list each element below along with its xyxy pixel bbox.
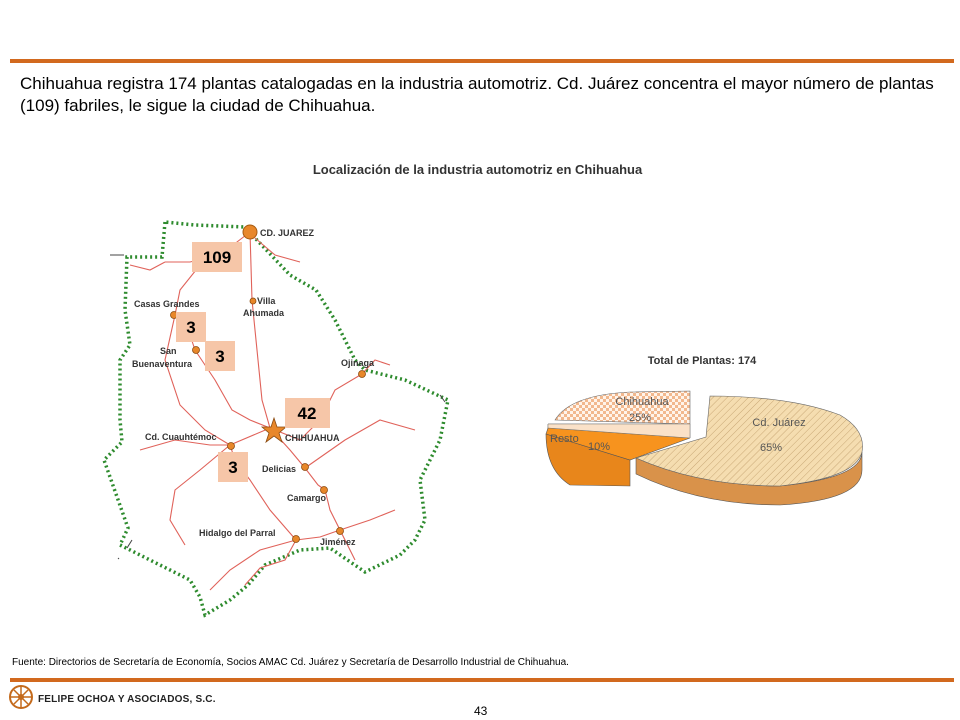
ojinaga-marker[interactable] <box>359 371 366 378</box>
casas-grandes-label: Casas Grandes <box>134 299 200 309</box>
pie-label-resto-pct: 10% <box>588 441 611 453</box>
san-buenaventura-marker[interactable] <box>193 347 200 354</box>
pie-label-resto-name: Resto <box>550 433 579 445</box>
page-number: 43 <box>474 704 488 718</box>
badge-san-buenaventura <box>205 341 235 371</box>
hidalgo-del-parral-label: Hidalgo del Parral <box>199 528 276 538</box>
capital-star-icon[interactable] <box>262 418 286 442</box>
badge-casas-grandes <box>176 312 206 342</box>
san-buenaventura-label-1: San <box>160 346 177 356</box>
cd-juarez-marker[interactable] <box>243 225 257 239</box>
map-title: Localización de la industria automotriz en Chihuahua <box>312 162 643 177</box>
san-buenaventura-label-2: Buenaventura <box>132 359 193 369</box>
badge-cd-cuauhtemoc <box>218 452 248 482</box>
badge-cd-juarez <box>192 242 242 272</box>
source-note: Fuente: Directorios de Secretaría de Economía, Socios AMAC Cd. Juárez y Secretaría de Desarrollo Industrial de Chihuahua. <box>12 657 569 668</box>
delicias-label: Delicias <box>262 464 297 474</box>
camargo-label: Camargo <box>287 493 327 503</box>
badge-chihuahua-value: 42 <box>297 404 317 423</box>
cd-cuauhtemoc-marker[interactable] <box>228 443 235 450</box>
intro-text: Chihuahua registra 174 plantas catalogadas en la industria automotriz. Cd. Juárez concentra el mayor número de plantas (109) fabriles, le sigue la ciudad de Chihuahua. <box>20 74 934 115</box>
pie-label-chihuahua-pct: 25% <box>628 412 652 424</box>
villa-ahumada-label-1: Villa <box>257 296 276 306</box>
firm-logo-icon <box>8 684 34 710</box>
badge-casas-grandes-value: 3 <box>186 318 196 337</box>
cd-cuauhtemoc-label: Cd. Cuauhtémoc <box>145 432 217 442</box>
pie-label-chihuahua-name: Chihuahua <box>615 396 669 408</box>
ojinaga-label: Ojinaga <box>341 358 375 368</box>
bottom-rule <box>10 678 954 682</box>
pie-label-cd-juarez-pct: 65% <box>759 442 783 454</box>
jimenez-label: Jiménez <box>320 537 356 547</box>
villa-ahumada-marker[interactable] <box>250 298 256 304</box>
hidalgo-del-parral-marker[interactable] <box>293 536 300 543</box>
pie-title: Total de Plantas: 174 <box>647 355 757 367</box>
delicias-marker[interactable] <box>302 464 309 471</box>
firm-name: FELIPE OCHOA Y ASOCIADOS, S.C. <box>38 694 216 705</box>
badge-chihuahua <box>285 398 330 428</box>
badge-san-buenaventura-value: 3 <box>215 347 225 366</box>
jimenez-marker[interactable] <box>337 528 344 535</box>
cd-juarez-label: CD. JUAREZ <box>260 228 315 238</box>
state-border <box>104 222 448 615</box>
villa-ahumada-label-2: Ahumada <box>243 308 285 318</box>
pie-label-cd-juarez-name: Cd. Juárez <box>752 417 806 429</box>
badge-cd-juarez-value: 109 <box>202 248 232 267</box>
badge-cd-cuauhtemoc-value: 3 <box>228 458 238 477</box>
chihuahua-label: CHIHUAHUA <box>285 433 340 443</box>
